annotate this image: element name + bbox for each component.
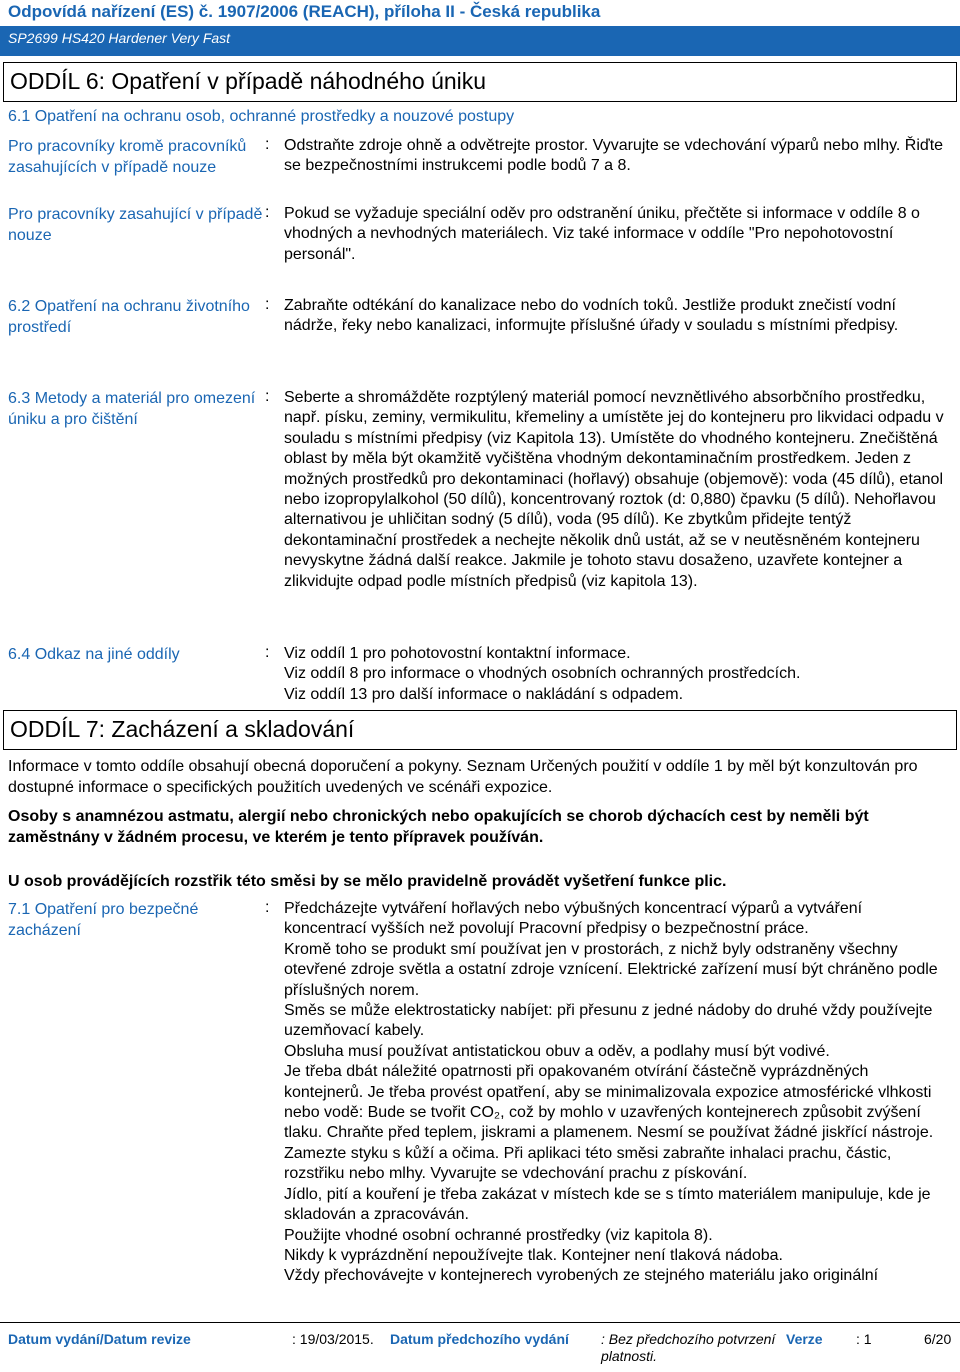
page-footer: [0, 1322, 960, 1372]
subsection-6-3-label: 6.3 Metody a materiál pro omezení úniku a pro čištění: [8, 390, 256, 428]
subsection-6-4-label: 6.4 Odkaz na jiné oddíly: [8, 646, 180, 663]
version-value: : 1: [856, 1331, 872, 1347]
section-6-title: ODDÍL 6: Opatření v případě náhodného úniku: [10, 68, 487, 94]
handling-line: Předcházejte vytváření hořlavých nebo výbušných koncentrací výparů a vytváření koncentrací vyšších než povolují Pracovní předpisy o bezpečnostní práce.: [284, 900, 863, 938]
separator-colon: :: [265, 899, 270, 916]
emergency-label: Pro pracovníky zasahující v případě nouze: [8, 206, 263, 244]
handling-line: Směs se může elektrostaticky nabíjet: při přesunu z jedné nádoby do druhé vždy používejte uzemňovací kabely.: [284, 1002, 933, 1040]
subsection-6-2-text: Zabraňte odtékání do kanalizace nebo do vodních toků. Jestliže produkt znečistí vodní nádrže, řeky nebo kanalizaci, informujte příslušné úřady v souladu s místními předpisy.: [284, 297, 899, 335]
page-header: [0, 0, 960, 55]
non-emergency-text: Odstraňte zdroje ohně a odvětrejte prostor. Vyvarujte se vdechování výparů nebo mlhy. Řiďte se bezpečnostními instrukcemi podle bodů 7 a 8.: [284, 137, 944, 175]
version-label: Verze: [786, 1331, 823, 1347]
previous-issue-label: Datum předchozího vydání: [390, 1331, 569, 1347]
handling-line: Zamezte styku s kůží a očima. Při aplikaci této směsi zabraňte inhalaci prachu, částic, rozstřiku nebo mlhy. Vyvarujte se vdechování prachu z pískování.: [284, 1144, 892, 1183]
separator-colon: :: [265, 296, 270, 313]
reference-line: Viz oddíl 1 pro pohotovostní kontaktní informace.: [284, 645, 631, 662]
regulation-title: Odpovídá nařízení (ES) č. 1907/2006 (REACH), příloha II - Česká republika: [8, 2, 601, 21]
handling-line: Kromě toho se produkt smí používat jen v prostorách, z nichž byly odstraněny všechny otevřené zdroje světla a ostatní zdroje vznícení. Elektrické zařízení musí být chráněno podle příslušných norem.: [284, 940, 938, 999]
subsection-6-2-label: 6.2 Opatření na ochranu životního prostředí: [8, 298, 250, 336]
previous-issue-value: : Bez předchozího potvrzení platnosti.: [601, 1331, 776, 1364]
subsection-7-1-label: 7.1 Opatření pro bezpečné zacházení: [8, 901, 199, 939]
handling-line: Jídlo, pití a kouření je třeba zakázat v místech kde se s tímto materiálem manipuluje, kde je skladován a zpracováván.: [284, 1185, 931, 1224]
product-bar: [0, 26, 960, 56]
subsection-7-1-text: [284, 899, 946, 1287]
spray-warning: U osob provádějících rozstřik této směsi by se mělo pravidelně provádět vyšetření funkce plic.: [8, 873, 727, 890]
handling-line: Je třeba dbát náležité opatrnosti při opakovaném otvírání částečně vyprázdněných kontejnerů. Je třeba provést opatření, aby se minimalizovala expozice atmosférické vlhkosti nebo vodě: Bude se tvořit CO₂, což by mohlo v uzavřených kontejnerech způsobit zvýšení tlaku. Chraňte před teplem, jiskrami a plamenem. Nesmí se používat žádné jiskřící nástroje.: [284, 1063, 934, 1142]
issue-date-label: Datum vydání/Datum revize: [8, 1331, 191, 1347]
reference-line: Viz oddíl 13 pro další informace o nakládání s odpadem.: [284, 685, 684, 703]
asthma-warning: Osoby s anamnézou astmatu, alergií nebo chronických nebo opakujících se chorob dýchacích cest by neměli být zaměstnány v žádném procesu, ve kterém je tento přípravek používán.: [8, 808, 869, 846]
reference-line: Viz oddíl 8 pro informace o vhodných osobních ochranných prostředcích.: [284, 665, 801, 683]
subsection-6-3-text: Seberte a shromážděte rozptýlený materiál pomocí nevznětlivého absorbčního prostředku, např. písku, zeminy, vermikulitu, křemeliny a umístěte jej do kontejneru pro likvidaci odpadu v souladu s místními předpisy (viz Kapitola 13). Umístěte do vhodného kontejneru. Znečištěná oblast by měla být okamžitě vyčištěna vhodným dekontaminačním prostředkem. Jeden z možných prostředků pro dekontaminaci (hořlavý) obsahuje (objemově): voda (45 dílů), etanol nebo izopropylalkohol (50 dílů), koncentrovaný roztok (d: 0,880) čpavku (5 dílů). Nehořlavou alternativou je uhličitan sodný (5 dílů), voda (95 dílů). Ke zbytkům přidejte tentýž dekontaminační prostředek a nechejte několik dnů ustát, až se v neutěsněném kontejneru nevyskytne žádná další reakce. Jakmile je tohoto stavu dosaženo, uzavřete kontejner a zlikvidujte odpad podle místních předpisů (viz kapitola 13).: [284, 389, 944, 590]
subsection-6-4-text: [284, 644, 946, 705]
page-number: 6/20: [924, 1331, 952, 1347]
issue-date-value: : 19/03/2015.: [292, 1331, 374, 1347]
handling-line: Použijte vhodné osobní ochranné prostředky (viz kapitola 8).: [284, 1226, 713, 1244]
handling-line: Obsluha musí používat antistatickou obuv a oděv, a podlahy musí být vodivé.: [284, 1042, 830, 1060]
handling-line: Nikdy k vyprázdnění nepoužívejte tlak. Kontejner není tlaková nádoba.: [284, 1246, 783, 1264]
emergency-text: Pokud se vyžaduje speciální oděv pro odstranění úniku, přečtěte si informace v oddíle 8 o vhodných a nevhodných materiálech. Viz také informace v oddíle "Pro nepohotovostní personál".: [284, 205, 920, 263]
handling-line: Vždy přechovávejte v kontejnerech vyrobených ze stejného materiálu jako originální: [284, 1267, 879, 1285]
separator-colon: :: [265, 204, 270, 221]
section-7-header: [3, 710, 957, 750]
product-name: SP2699 HS420 Hardener Very Fast: [8, 30, 231, 46]
non-emergency-label: Pro pracovníky kromě pracovníků zasahujících v případě nouze: [8, 138, 247, 176]
separator-colon: :: [265, 136, 270, 153]
subsection-6-1-heading: 6.1 Opatření na ochranu osob, ochranné prostředky a nouzové postupy: [8, 108, 515, 125]
section-7-title: ODDÍL 7: Zacházení a skladování: [10, 716, 355, 742]
separator-colon: :: [265, 644, 270, 661]
separator-colon: :: [265, 388, 270, 405]
section-6-header: [3, 62, 957, 102]
section-7-intro: Informace v tomto oddíle obsahují obecná doporučení a pokyny. Seznam Určených použití v oddíle 1 by měl být konzultován pro dostupné informace o specifických použitích uvedených ve scénáři expozice.: [8, 758, 918, 796]
